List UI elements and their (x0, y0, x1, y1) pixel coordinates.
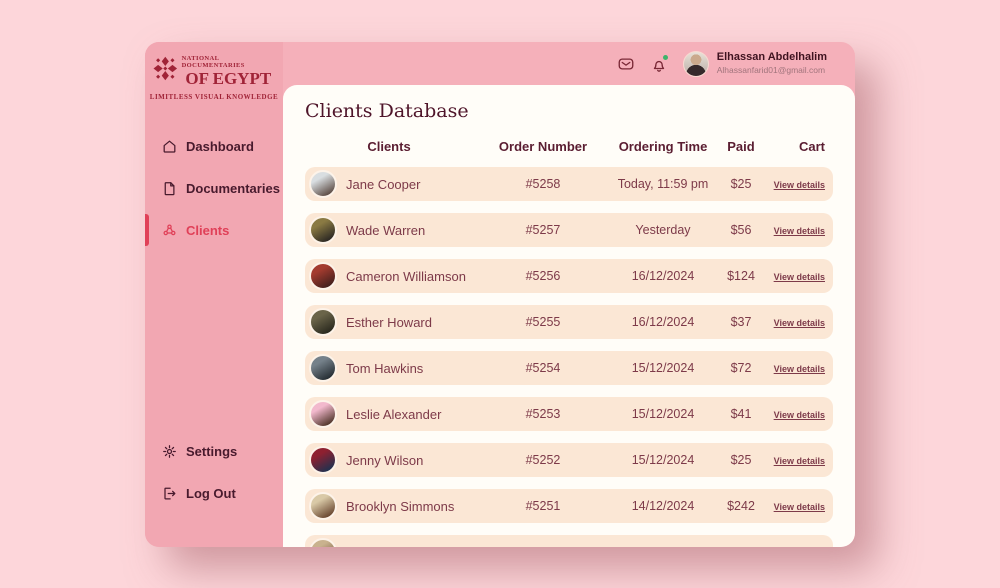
sidebar-item-dashboard[interactable] (145, 125, 283, 167)
user-name: Elhassan Abdelhalim (716, 51, 827, 64)
page-title: Clients Database (305, 100, 469, 122)
view-details-link[interactable]: View details (773, 180, 825, 190)
sidebar-nav (145, 125, 283, 251)
paid-amount: $25 (730, 453, 752, 467)
sidebar-item-documentaries[interactable] (145, 167, 283, 209)
client-avatar (309, 216, 337, 244)
client-avatar (309, 446, 337, 474)
client-name: Tom Hawkins (346, 360, 424, 376)
user-email: Alhassanfarid01@gmail.com (716, 65, 826, 76)
view-details-link[interactable]: View details (773, 318, 825, 328)
sidebar-item-label: Log Out (186, 485, 236, 501)
table-row (305, 213, 833, 247)
client-avatar (309, 262, 337, 290)
paid-amount: $25 (730, 177, 752, 191)
table-row (305, 443, 833, 477)
client-avatar (309, 308, 337, 336)
column-header-ordering-time: Ordering Time (618, 139, 708, 154)
view-details-link[interactable]: View details (773, 456, 825, 466)
client-avatar (309, 354, 337, 382)
paid-amount: $37 (730, 315, 752, 329)
client-avatar (309, 170, 337, 198)
client-name: Cameron Williamson (346, 268, 466, 284)
column-header-clients: Clients (367, 139, 411, 154)
view-details-link[interactable]: View details (773, 364, 825, 374)
mail-icon[interactable] (617, 55, 635, 73)
bell-icon[interactable] (650, 55, 668, 73)
order-number: #5254 (525, 361, 561, 375)
client-name: Wade Warren (346, 222, 426, 238)
logout-icon (162, 486, 177, 501)
ordering-time: 15/12/2024 (631, 361, 695, 375)
user-menu[interactable] (683, 51, 827, 77)
sidebar-item-clients[interactable] (145, 209, 283, 251)
paid-amount: $41 (730, 407, 752, 421)
client-avatar (309, 400, 337, 428)
column-header-paid: Paid (727, 139, 755, 154)
ordering-time: Today, 11:59 pm (617, 177, 709, 191)
home-icon (162, 139, 177, 154)
app-window (145, 42, 855, 547)
order-number: #5251 (525, 499, 561, 513)
client-name: Jane Cooper (346, 176, 421, 192)
table-row (305, 259, 833, 293)
table-row (305, 397, 833, 431)
table-row (305, 351, 833, 385)
sidebar-item-logout[interactable] (145, 472, 283, 514)
table-header (305, 139, 833, 154)
ordering-time: 15/12/2024 (631, 407, 695, 421)
column-header-cart: Cart (798, 139, 825, 154)
order-number: #5257 (525, 223, 561, 237)
brand-tagline: LIMITLESS VISUAL KNOWLEDGE (149, 93, 279, 101)
top-bar (283, 42, 855, 85)
client-name: Leslie Alexander (346, 406, 442, 422)
client-avatar (309, 538, 337, 547)
ordering-time: 14/12/2024 (631, 499, 695, 513)
table-row (305, 535, 833, 547)
order-number: #5256 (525, 269, 561, 283)
sidebar-footer (145, 430, 283, 514)
paid-amount: $124 (727, 269, 755, 283)
ordering-time: Yesterday (635, 223, 691, 237)
order-number: #5252 (525, 453, 561, 467)
clients-icon (162, 223, 177, 238)
client-avatar (309, 492, 337, 520)
document-icon (162, 181, 177, 196)
view-details-link[interactable]: View details (773, 502, 825, 512)
ordering-time: 16/12/2024 (631, 269, 695, 283)
table-row (305, 167, 833, 201)
gear-icon (162, 444, 177, 459)
order-number: #5255 (525, 315, 561, 329)
order-number: #5258 (525, 177, 561, 191)
brand-line1: NATIONAL DOCUMENTARIES (181, 55, 245, 69)
column-header-order-number: Order Number (498, 139, 588, 154)
paid-amount: $72 (730, 361, 752, 375)
sidebar-item-label: Clients (186, 222, 230, 238)
table-row (305, 489, 833, 523)
client-name: Jenny Wilson (346, 452, 424, 468)
ordering-time: 16/12/2024 (631, 315, 695, 329)
sidebar (145, 42, 283, 547)
view-details-link[interactable]: View details (773, 226, 825, 236)
table-row (305, 305, 833, 339)
ordering-time: 15/12/2024 (631, 453, 695, 467)
clients-table-body (283, 167, 855, 547)
sidebar-item-settings[interactable] (145, 430, 283, 472)
active-indicator (145, 214, 149, 246)
paid-amount: $242 (727, 499, 755, 513)
brand-line2: OF EGYPT (185, 69, 272, 88)
client-name: Esther Howard (346, 314, 432, 330)
client-name: Brooklyn Simmons (346, 498, 455, 514)
user-avatar (683, 51, 709, 77)
sidebar-item-label: Documentaries (186, 180, 280, 196)
main-panel (283, 85, 855, 547)
notification-dot (663, 55, 668, 60)
brand-logo-icon (153, 55, 178, 82)
sidebar-item-label: Dashboard (186, 138, 254, 154)
brand-logo (145, 42, 283, 87)
sidebar-item-label: Settings (186, 443, 238, 459)
view-details-link[interactable]: View details (773, 272, 825, 282)
order-number: #5253 (525, 407, 561, 421)
paid-amount: $56 (730, 223, 752, 237)
view-details-link[interactable]: View details (773, 410, 825, 420)
